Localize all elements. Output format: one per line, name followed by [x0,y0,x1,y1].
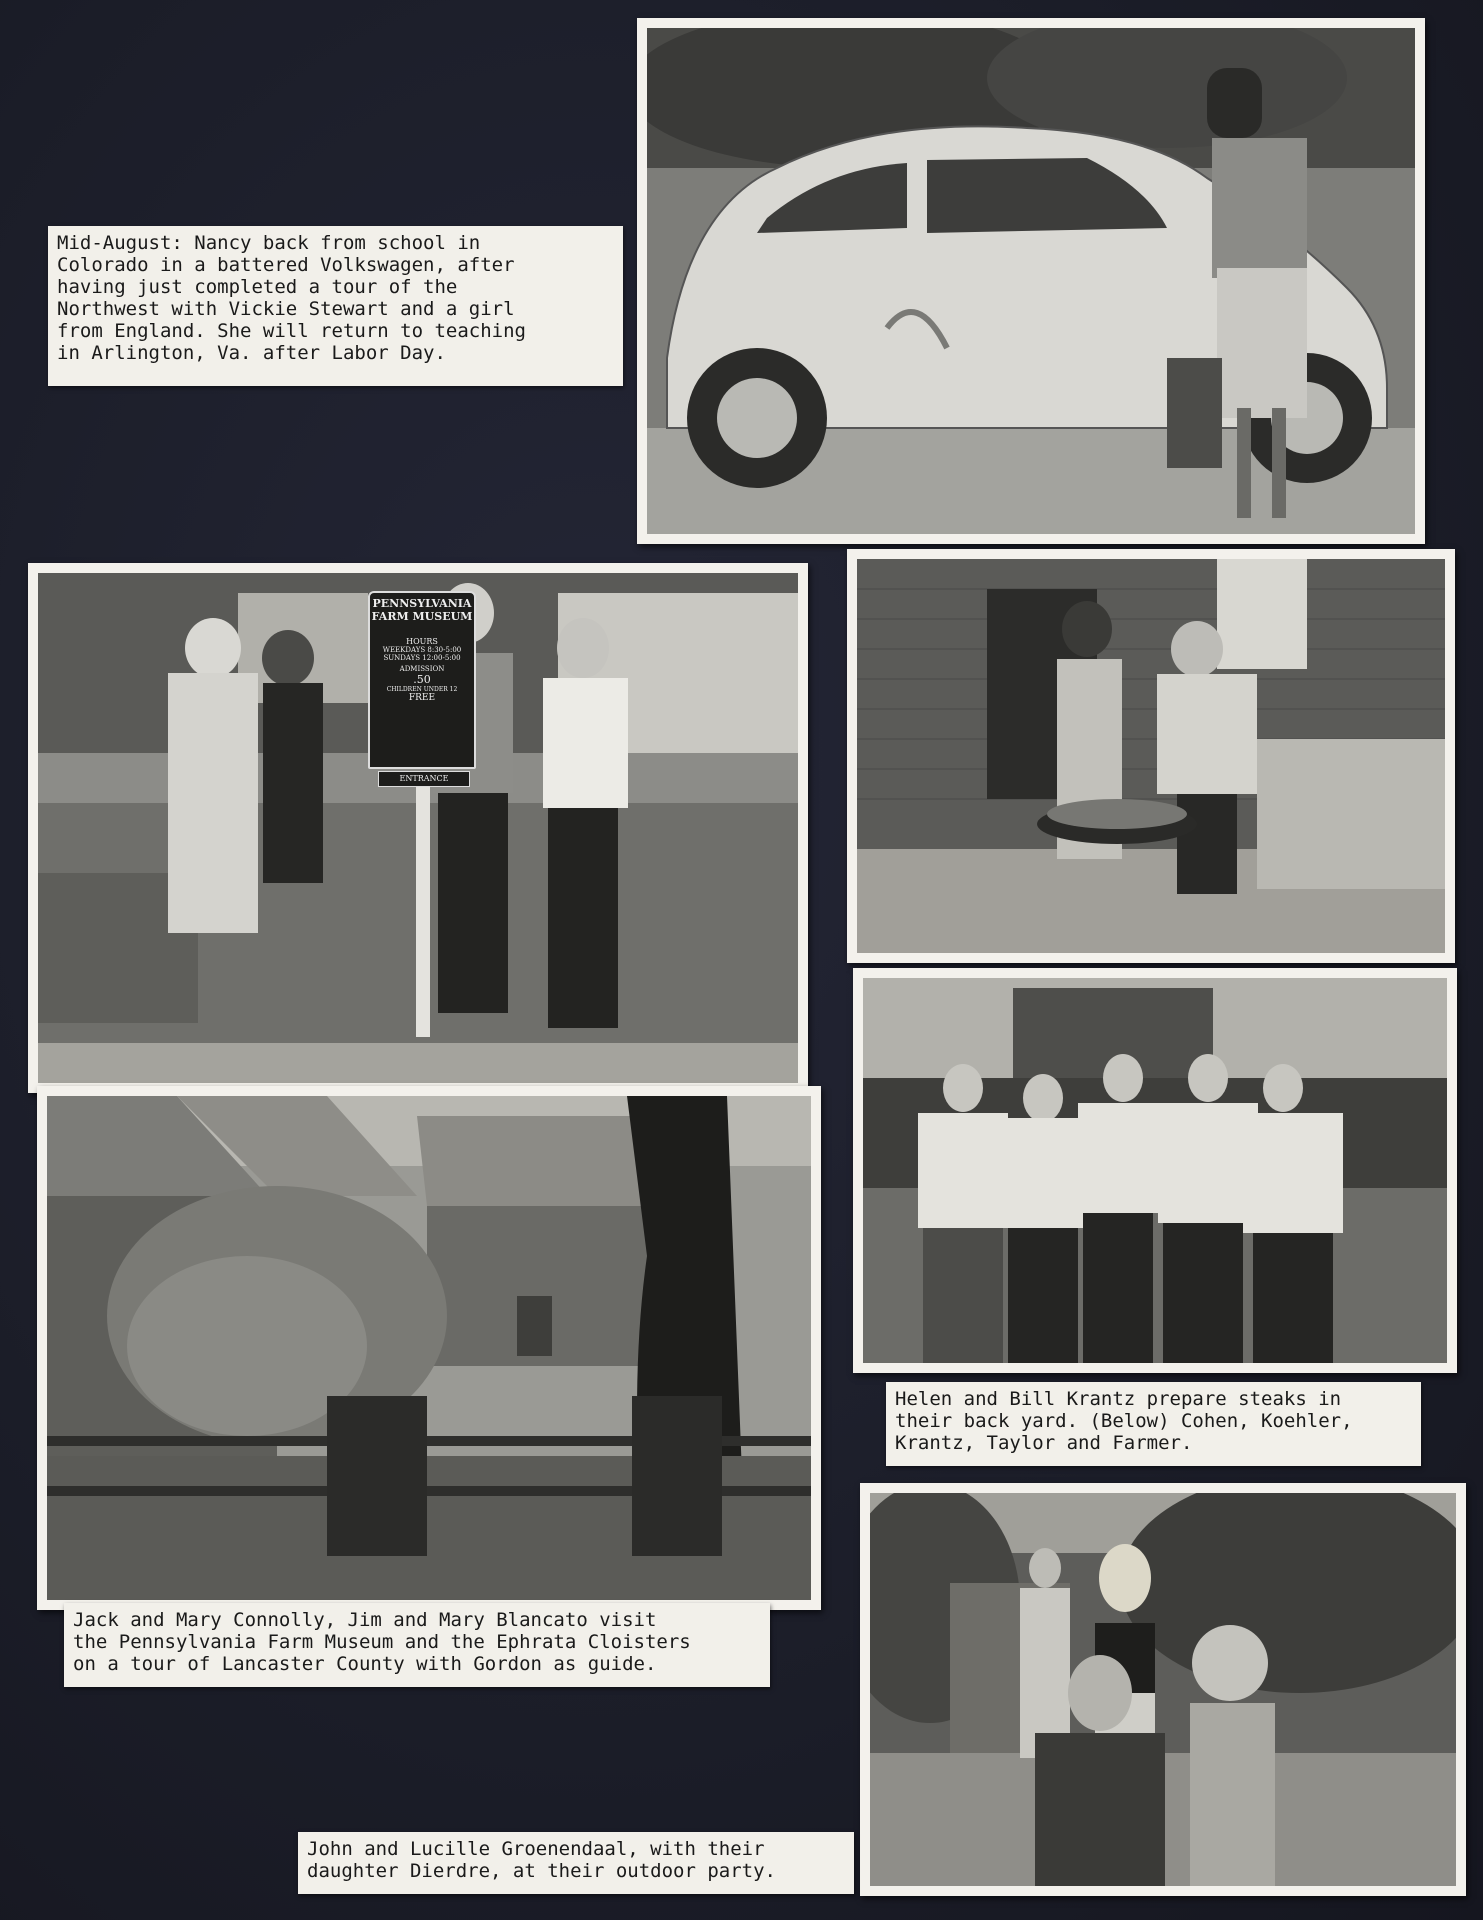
caption-connolly: Jack and Mary Connolly, Jim and Mary Blancato visit the Pennsylvania Farm Museum and the Ephrata Cloisters on a tour of Lancaster County with Gordon as guide. [64,1603,770,1687]
sign-price: .50 [413,673,431,686]
sign-free: FREE [408,693,436,703]
sign-children: CHILDREN UNDER 12 [386,686,458,693]
sign-admission: ADMISSION [399,665,445,673]
caption-nancy: Mid-August: Nancy back from school in Colorado in a battered Volkswagen, after having just completed a tour of the Northwest with Vickie Stewart and a girl from England. She will return to teaching in Arlington, Va. after Labor Day. [48,226,623,386]
sign-sundays: SUNDAYS 12:00-5:00 [383,654,461,662]
farm-museum-sign [368,591,476,769]
sign-hours: HOURS [406,637,438,646]
sign-weekdays: WEEKDAYS 8:30-5:00 [382,646,462,654]
photo-five-men [853,968,1457,1373]
caption-krantz: Helen and Bill Krantz prepare steaks in their back yard. (Below) Cohen, Koehler, Krantz, Taylor and Farmer. [886,1382,1421,1466]
sign-post [416,787,430,1037]
photo-krantz-barbecue [847,549,1455,963]
sign-title-1: PENNSYLVANIA [372,597,472,610]
photo-ephrata-cloisters [37,1086,821,1610]
photo-groenendaal-party [860,1483,1466,1896]
caption-groenendaal: John and Lucille Groenendaal, with their daughter Dierdre, at their outdoor party. [298,1832,854,1894]
sign-title-2: FARM MUSEUM [371,610,473,623]
photo-volkswagen [637,18,1425,544]
entrance-sign: ENTRANCE [378,771,470,787]
photo-farm-museum [28,563,808,1093]
